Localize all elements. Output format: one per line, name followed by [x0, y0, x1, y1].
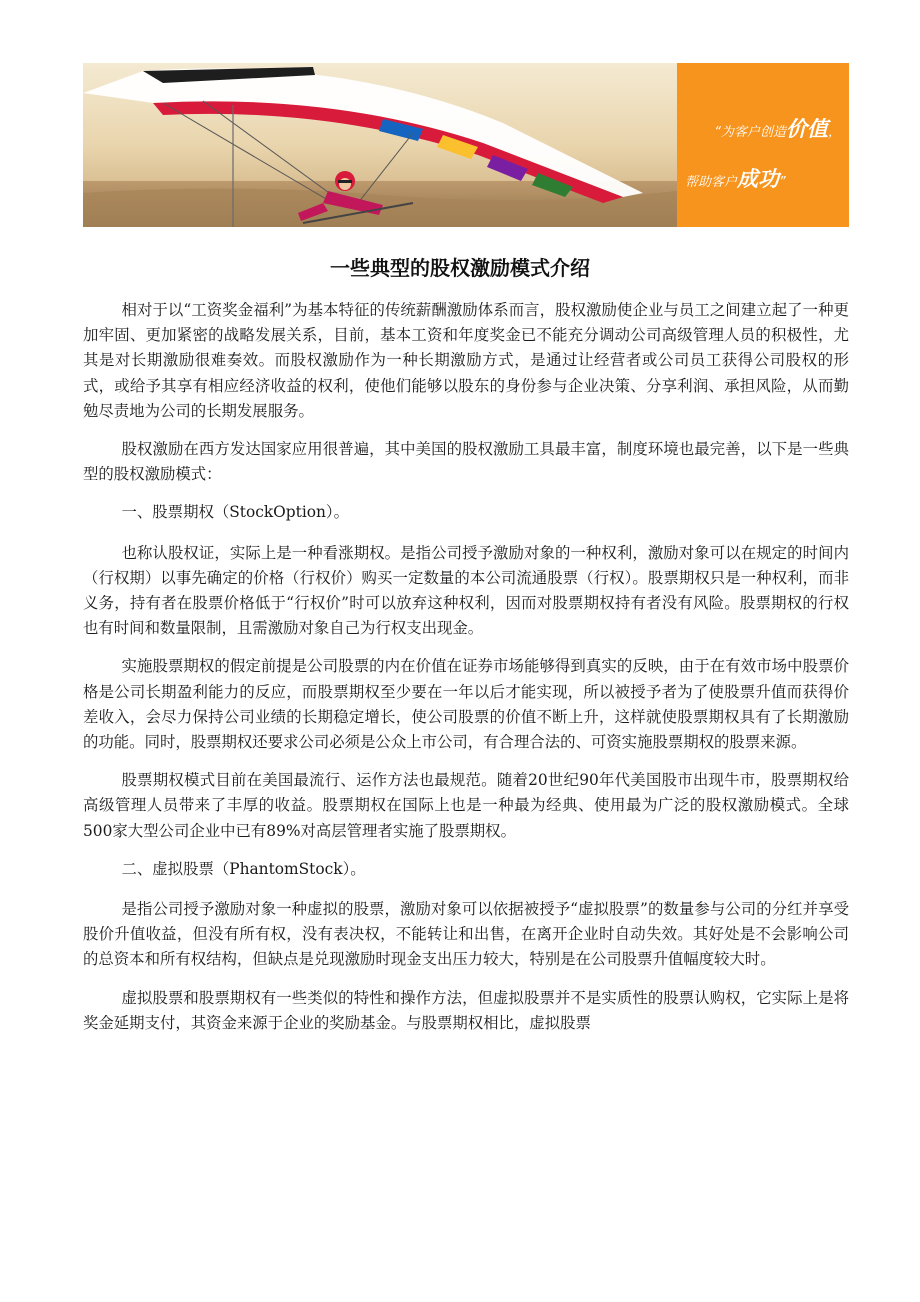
slogan-line-1-emphasis: 价值 — [785, 117, 828, 141]
stock-option-usage-paragraph: 股票期权模式目前在美国最流行、运作方法也最规范。随着20世纪90年代美国股市出现牛市，股票期权给高级管理人员带来了丰厚的收益。股票期权在国际上也是一种最为经典、使用最为广泛的股权激励模式。全球500家大型公司企业中已有89%对高层管理者实施了股票期权。 — [83, 771, 849, 840]
section-heading-stock-option: 一、股票期权（StockOption）。 — [121, 503, 350, 522]
phantom-stock-definition-paragraph: 是指公司授予激励对象一种虚拟的股票，激励对象可以依据被授予“虚拟股票”的数量参与公司的分红并享受股价升值收益，但没有所有权，没有表决权，不能转让和出售，在离开企业时自动失效。其好处是不会影响公司的总资本和所有权结构，但缺点是兑现激励时现金支出压力较大，特别是在公司股票升值幅度较大时。 — [83, 900, 849, 969]
section-heading-phantom-stock: 二、虚拟股票（PhantomStock）。 — [121, 859, 366, 878]
slogan-line-2-emphasis: 成功 — [737, 167, 780, 191]
document-title: 一些典型的股权激励模式介绍 — [330, 256, 590, 281]
hang-glider-photo — [83, 63, 677, 227]
slogan-line-1 — [714, 113, 841, 143]
phantom-stock-comparison-paragraph: 虚拟股票和股票期权有一些类似的特性和操作方法，但虚拟股票并不是实质性的股票认购权，它实际上是将奖金延期支付，其资金来源于企业的奖励基金。与股票期权相比，虚拟股票 — [83, 988, 849, 1032]
slogan-line-1-suffix: ， — [827, 125, 841, 140]
stock-option-definition-paragraph: 也称认股权证，实际上是一种看涨期权。是指公司授予激励对象的一种权利，激励对象可以在规定的时间内（行权期）以事先确定的价格（行权价）购买一定数量的本公司流通股票（行权）。股票期权只是一种权利，而非义务，持有者在股票价格低于“行权价”时可以放弃这种权利，因而对股票期权持有者没有风险。股票期权的行权也有时间和数量限制，且需激励对象自己为行权支出现金。 — [83, 543, 849, 638]
slogan-line-2 — [685, 163, 786, 193]
hang-glider-illustration — [83, 63, 677, 227]
slogan-panel — [677, 63, 849, 227]
overview-paragraph: 股权激励在西方发达国家应用很普遍，其中美国的股权激励工具最丰富，制度环境也最完善，以下是一些典型的股权激励模式： — [83, 440, 849, 484]
slogan-line-2-prefix: 帮助客户 — [685, 175, 738, 190]
stock-option-premise-paragraph: 实施股票期权的假定前提是公司股票的内在价值在证券市场能够得到真实的反映，由于在有效市场中股票价格是公司长期盈利能力的反应，而股票期权至少要在一年以后才能实现，所以被授予者为了使股票升值而获得价差收入，会尽力保持公司业绩的长期稳定增长，使公司股票的价值不断上升，这样就使股票期权具有了长期激励的功能。同时，股票期权还要求公司必须是公众上市公司，有合理合法的、可资实施股票期权的股票来源。 — [83, 657, 849, 752]
slogan-line-2-suffix: ” — [779, 175, 786, 190]
intro-paragraph: 相对于以“工资奖金福利”为基本特征的传统薪酬激励体系而言，股权激励使企业与员工之间建立起了一种更加牢固、更加紧密的战略发展关系，目前，基本工资和年度奖金已不能充分调动公司高级管理人员的积极性，尤其是对长期激励很难奏效。而股权激励作为一种长期激励方式，是通过让经营者或公司员工获得公司股权的形式，或给予其享有相应经济收益的权利，使他们能够以股东的身份参与企业决策、分享利润、承担风险，从而勤勉尽责地为公司的长期发展服务。 — [83, 301, 849, 420]
slogan-line-1-prefix: “为客户创造 — [714, 125, 786, 140]
header-banner — [83, 63, 849, 227]
document-body — [83, 298, 849, 1049]
